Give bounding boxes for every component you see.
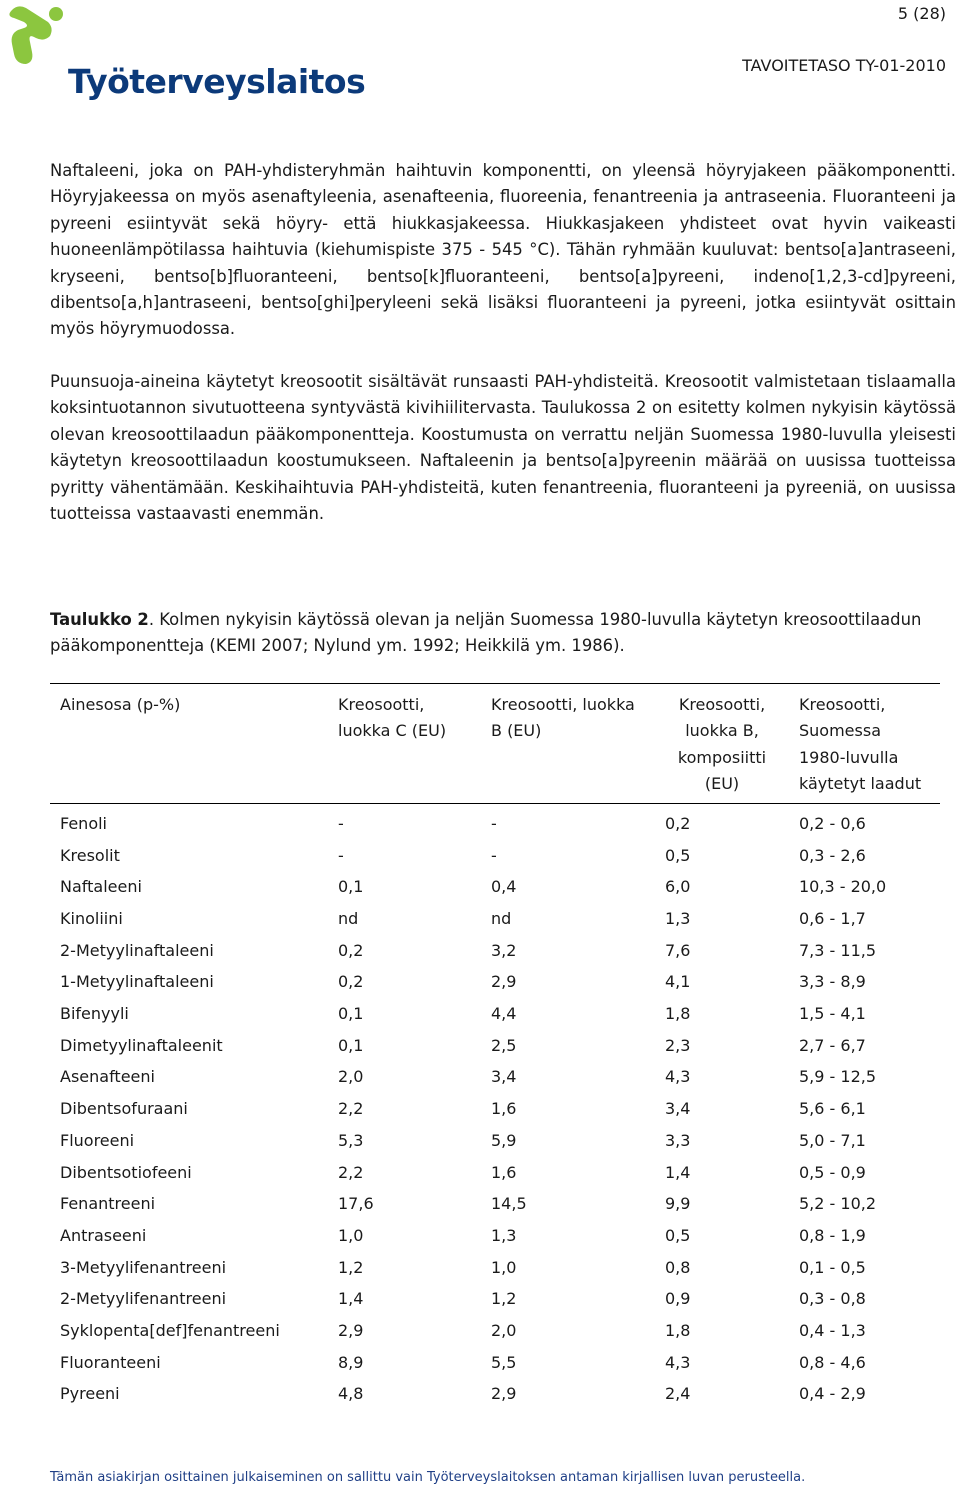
header-luokka-c: Kreosootti, luokka C (EU) xyxy=(338,695,447,741)
table-cell-value: nd xyxy=(491,909,512,929)
table-cell-value: 1,3 xyxy=(665,909,691,929)
table-cell-value: 2,5 xyxy=(491,1035,517,1055)
table-cell-value: 0,1 - 0,5 xyxy=(799,1257,866,1277)
table-row xyxy=(50,998,940,1030)
table-caption-text: . Kolmen nykyisin käytössä olevan ja neljän Suomessa 1980-luvulla käytetyn kreosoottilaadun pääkomponentteja (KEMI 2007; Nylund ym. 1992; Heikkilä ym. 1986). xyxy=(50,610,922,656)
table-cell-value: 2,2 xyxy=(338,1162,364,1182)
table-row xyxy=(50,1156,940,1188)
table-caption xyxy=(50,607,930,660)
table-cell-value: 10,3 - 20,0 xyxy=(799,877,887,897)
paragraph-kreosootit: Puunsuoja-aineina käytetyt kreosootit sisältävät runsaasti PAH-yhdisteitä. Kreosootit valmistetaan tislaamalla koksintuotannon sivutuotteena syntyvästä kivihiilitervasta. Taulukossa 2 on esitetty kolmen nykyisin käytössä olevan kreosoottilaadun pääkomponentteja. Koostumusta on verrattu neljän Suomessa 1980-luvulla yleisesti käytetyn kreosoottilaadun koostumukseen. Naftaleenin ja bentso[a]pyreenin määrää on uusissa tuotteissa pyritty vähentämään. Keskihaihtuvia PAH-yhdisteitä, kuten fenantreenia, fluoranteeni ja pyreeniä, on uusissa tuotteissa vastaavasti enemmän. xyxy=(50,372,956,524)
table-row xyxy=(50,803,940,839)
table-cell-component: Dimetyylinaftaleenit xyxy=(60,1035,223,1055)
table-cell-value: 2,2 xyxy=(338,1099,364,1119)
table-cell-value: 2,9 xyxy=(338,1320,364,1340)
table-row xyxy=(50,839,940,871)
table-cell-value: 5,2 - 10,2 xyxy=(799,1194,877,1214)
table-cell-component: Dibentsotiofeeni xyxy=(60,1162,192,1182)
table-cell-value: 4,3 xyxy=(665,1067,691,1087)
table-cell-value: 3,3 xyxy=(665,1130,691,1150)
table-cell-value: 6,0 xyxy=(665,877,691,897)
table-cell-value: nd xyxy=(338,909,359,929)
table-row xyxy=(50,1029,940,1061)
table-cell-value: 3,2 xyxy=(491,940,517,960)
table-cell-value: 0,1 xyxy=(338,1004,364,1024)
footer-notice: Tämän asiakirjan osittainen julkaiseminen on sallittu vain Työterveyslaitoksen antaman kirjallisen luvan perusteella. xyxy=(50,1470,806,1485)
table-row xyxy=(50,934,940,966)
table-cell-value: 7,3 - 11,5 xyxy=(799,940,877,960)
logo-mark-icon xyxy=(4,4,68,66)
table-cell-value: 0,4 - 2,9 xyxy=(799,1384,866,1404)
table-cell-component: Kresolit xyxy=(60,845,120,865)
table-cell-value: 7,6 xyxy=(665,940,691,960)
table-cell-value: 4,1 xyxy=(665,972,691,992)
table-cell-value: 0,8 - 1,9 xyxy=(799,1225,866,1245)
table-caption-label: Taulukko 2 xyxy=(50,610,149,629)
table-cell-value: 0,2 xyxy=(338,940,364,960)
table-cell-component: Fenantreeni xyxy=(60,1194,156,1214)
table-row xyxy=(50,1125,940,1157)
table-cell-value: - xyxy=(338,813,344,833)
table-cell-component: Syklopenta[def]fenantreeni xyxy=(60,1320,280,1340)
table-cell-value: 1,0 xyxy=(338,1225,364,1245)
table-cell-value: 4,3 xyxy=(665,1352,691,1372)
table-cell-value: 0,6 - 1,7 xyxy=(799,909,866,929)
table-row xyxy=(50,1093,940,1125)
table-cell-value: 1,8 xyxy=(665,1004,691,1024)
header-luokka-b-komposiitti: Kreosootti, luokka B, komposiitti (EU) xyxy=(677,695,767,794)
logo xyxy=(4,4,366,110)
logo-text: Työterveyslaitos xyxy=(68,62,366,101)
table-cell-value: - xyxy=(491,813,497,833)
table-cell-value: 2,7 - 6,7 xyxy=(799,1035,866,1055)
table-cell-component: 2-Metyylinaftaleeni xyxy=(60,940,214,960)
table-cell-value: 0,3 - 0,8 xyxy=(799,1289,866,1309)
table-cell-value: 4,8 xyxy=(338,1384,364,1404)
table-row xyxy=(50,1188,940,1220)
table-row xyxy=(50,966,940,998)
header-suomessa-1980: Kreosootti, Suomessa 1980-luvulla käytetyt laadut xyxy=(799,695,922,794)
table-row xyxy=(50,1378,940,1410)
table-cell-value: 1,6 xyxy=(491,1162,517,1182)
paragraph-naftaleeni: Naftaleeni, joka on PAH-yhdisteryhmän haihtuvin komponentti, on yleensä höyryjakeen pääkomponentti. Höyryjakeessa on myös asenaftyleenia, asenafteenia, fluoreenia, fenantreenia ja antraseenia. Fluoranteeni ja pyreeni esiintyvät sekä höyry- että hiukkasjakeessa. Hiukkasjakeen yhdisteet ovat hyvin vaikeasti huoneenlämpötilassa haihtuvia (kiehumispiste 375 - 545 °C). Tähän ryhmään kuuluvat: bentso[a]antraseeni, kryseeni, bentso[b]fluoranteeni, bentso[k]fluoranteeni, bentso[a]pyreeni, indeno[1,2,3-cd]pyreeni, dibentso[a,h]antraseeni, bentso[ghi]peryleeni sekä lisäksi fluoranteeni ja pyreeni, jotka esiintyvät osittain myös höyrymuodossa. xyxy=(50,161,956,339)
composition-table xyxy=(50,683,940,1410)
table-cell-value: 5,3 xyxy=(338,1130,364,1150)
table-cell-value: 14,5 xyxy=(491,1194,527,1214)
table-cell-value: 0,5 xyxy=(665,1225,691,1245)
table-cell-value: 2,9 xyxy=(491,1384,517,1404)
table-cell-value: 0,2 xyxy=(338,972,364,992)
table-row xyxy=(50,1283,940,1315)
table-cell-component: Fenoli xyxy=(60,813,107,833)
table-cell-value: 1,4 xyxy=(665,1162,691,1182)
table-cell-value: 2,4 xyxy=(665,1384,691,1404)
table-cell-value: 3,4 xyxy=(665,1099,691,1119)
table-header-row xyxy=(50,684,940,804)
table-cell-value: 5,9 xyxy=(491,1130,517,1150)
table-cell-value: 17,6 xyxy=(338,1194,374,1214)
table-cell-value: 1,4 xyxy=(338,1289,364,1309)
table-cell-component: Naftaleeni xyxy=(60,877,142,897)
table-cell-component: 1-Metyylinaftaleeni xyxy=(60,972,214,992)
header-ainesosa: Ainesosa (p-%) xyxy=(60,695,181,714)
page-number: 5 (28) xyxy=(897,4,946,23)
table-cell-value: 5,0 - 7,1 xyxy=(799,1130,866,1150)
table-cell-value: 1,3 xyxy=(491,1225,517,1245)
table-cell-value: 5,5 xyxy=(491,1352,517,1372)
table-cell-value: 1,6 xyxy=(491,1099,517,1119)
table-cell-value: 0,2 xyxy=(665,813,691,833)
table-cell-component: Bifenyyli xyxy=(60,1004,129,1024)
table-cell-value: 1,2 xyxy=(491,1289,517,1309)
table-cell-component: Asenafteeni xyxy=(60,1067,155,1087)
table-cell-value: 0,5 - 0,9 xyxy=(799,1162,866,1182)
table-cell-value: 0,8 xyxy=(665,1257,691,1277)
table-cell-component: 2-Metyylifenantreeni xyxy=(60,1289,227,1309)
table-cell-value: 0,1 xyxy=(338,1035,364,1055)
table-row xyxy=(50,1315,940,1347)
table-cell-value: 0,8 - 4,6 xyxy=(799,1352,866,1372)
table-cell-value: 2,0 xyxy=(491,1320,517,1340)
table-row xyxy=(50,1346,940,1378)
table-cell-value: 0,4 xyxy=(491,877,517,897)
table-cell-value: 0,2 - 0,6 xyxy=(799,813,866,833)
table-row xyxy=(50,1220,940,1252)
table-cell-value: 4,4 xyxy=(491,1004,517,1024)
table-row xyxy=(50,903,940,935)
table-cell-component: Fluoreeni xyxy=(60,1130,135,1150)
table-cell-value: 1,5 - 4,1 xyxy=(799,1004,866,1024)
table-cell-value: 2,3 xyxy=(665,1035,691,1055)
table-cell-value: 3,3 - 8,9 xyxy=(799,972,866,992)
table-cell-value: - xyxy=(338,845,344,865)
table-cell-component: Fluoranteeni xyxy=(60,1352,161,1372)
table-cell-value: 0,9 xyxy=(665,1289,691,1309)
table-cell-value: 1,0 xyxy=(491,1257,517,1277)
table-cell-value: 0,5 xyxy=(665,845,691,865)
table-row xyxy=(50,1251,940,1283)
header-luokka-b: Kreosootti, luokka B (EU) xyxy=(491,695,635,741)
table-cell-value: 3,4 xyxy=(491,1067,517,1087)
table-cell-value: 1,2 xyxy=(338,1257,364,1277)
table-row xyxy=(50,871,940,903)
table-cell-component: Kinoliini xyxy=(60,909,123,929)
document-code: TAVOITETASO TY-01-2010 xyxy=(742,56,946,75)
table-cell-value: 2,0 xyxy=(338,1067,364,1087)
table-cell-value: - xyxy=(491,845,497,865)
table-cell-value: 5,6 - 6,1 xyxy=(799,1099,866,1119)
table-cell-value: 5,9 - 12,5 xyxy=(799,1067,877,1087)
table-cell-component: 3-Metyylifenantreeni xyxy=(60,1257,227,1277)
table-cell-value: 8,9 xyxy=(338,1352,364,1372)
table-cell-component: Antraseeni xyxy=(60,1225,147,1245)
table-cell-value: 2,9 xyxy=(491,972,517,992)
table-cell-value: 0,3 - 2,6 xyxy=(799,845,866,865)
table-cell-value: 1,8 xyxy=(665,1320,691,1340)
table-row xyxy=(50,1061,940,1093)
table-cell-value: 0,1 xyxy=(338,877,364,897)
table-cell-component: Dibentsofuraani xyxy=(60,1099,188,1119)
table-cell-component: Pyreeni xyxy=(60,1384,120,1404)
table-cell-value: 0,4 - 1,3 xyxy=(799,1320,866,1340)
table-cell-value: 9,9 xyxy=(665,1194,691,1214)
